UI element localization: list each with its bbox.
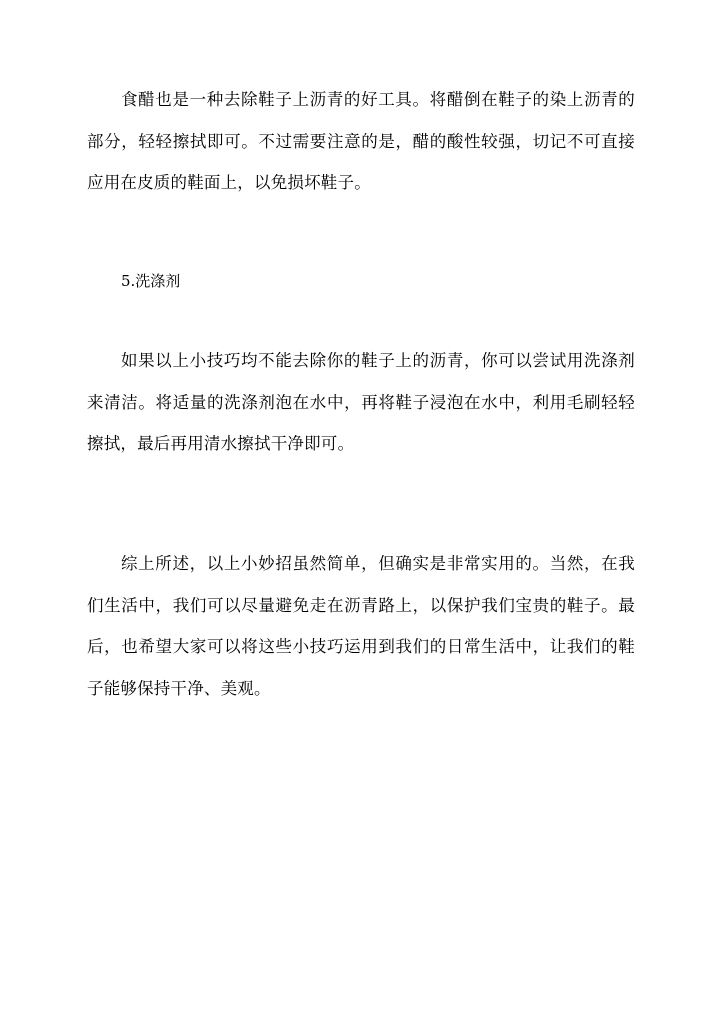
section-heading-detergent: 5.洗涤剂 — [121, 272, 181, 290]
paragraph-detergent: 如果以上小技巧均不能去除你的鞋子上的沥青，你可以尝试用洗涤剂来清洁。将适量的洗涤剂泡在水中，再将鞋子浸泡在水中，利用毛刷轻轻擦拭，最后再用清水擦拭干净即可。 — [87, 351, 635, 453]
paragraph-conclusion: 综上所述，以上小妙招虽然简单，但确实是非常实用的。当然，在我们生活中，我们可以尽量避免走在沥青路上，以保护我们宝贵的鞋子。最后，也希望大家可以将这些小技巧运用到我们的日常生活中，让我们的鞋子能够保持干净、美观。 — [87, 554, 635, 698]
paragraph-vinegar: 食醋也是一种去除鞋子上沥青的好工具。将醋倒在鞋子的染上沥青的部分，轻轻擦拭即可。不过需要注意的是，醋的酸性较强，切记不可直接应用在皮质的鞋面上，以免损坏鞋子。 — [87, 90, 635, 192]
